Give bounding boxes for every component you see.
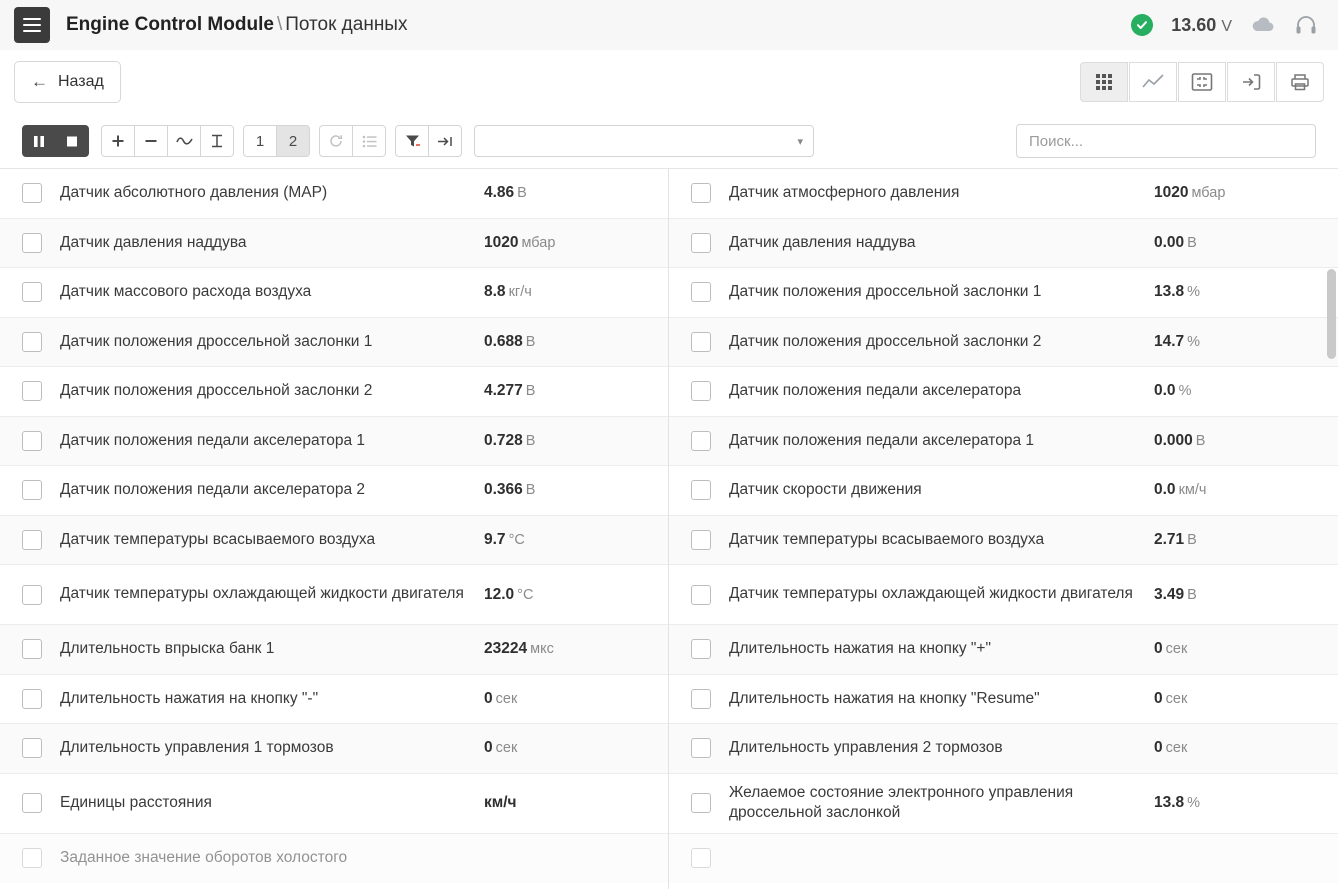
table-row[interactable]	[0, 417, 668, 467]
page-2-button[interactable]: 2	[276, 125, 310, 157]
table-row[interactable]	[669, 834, 1338, 884]
back-button-label: Назад	[58, 73, 104, 90]
parameter-name: Датчик температуры всасываемого воздуха	[60, 530, 376, 548]
row-checkbox[interactable]	[691, 431, 711, 451]
parameter-value	[1154, 283, 1326, 301]
table-row[interactable]	[0, 466, 668, 516]
row-checkbox[interactable]	[691, 183, 711, 203]
parameter-unit: В	[1195, 432, 1206, 449]
row-checkbox[interactable]	[22, 848, 42, 868]
parameter-unit: В	[525, 432, 536, 449]
parameter-name: Датчик абсолютного давления (MAP)	[60, 184, 328, 202]
refresh-list-group	[319, 125, 386, 157]
parameter-unit: мбар	[1191, 185, 1226, 202]
parameter-value-number: км/ч	[484, 794, 517, 811]
parameter-value	[484, 481, 656, 499]
parameter-value	[1154, 531, 1326, 549]
parameter-unit: В	[525, 482, 536, 499]
table-row[interactable]	[669, 219, 1338, 269]
parameter-unit: км/ч	[1178, 482, 1207, 499]
parameter-value	[484, 333, 656, 351]
table-row[interactable]	[669, 268, 1338, 318]
row-checkbox[interactable]	[22, 689, 42, 709]
view-mode-group	[1080, 62, 1324, 102]
parameter-unit: сек	[1165, 690, 1188, 707]
parameter-value	[1154, 481, 1326, 499]
row-checkbox[interactable]	[22, 381, 42, 401]
check-circle-icon	[1131, 14, 1153, 36]
row-checkbox[interactable]	[22, 480, 42, 500]
cloud-icon[interactable]	[1250, 15, 1276, 35]
parameter-unit: мбар	[521, 234, 556, 251]
parameter-value	[484, 184, 656, 202]
parameter-name: Датчик температуры охлаждающей жидкости двигателя	[729, 585, 1133, 603]
table-row[interactable]	[0, 724, 668, 774]
line-chart-icon[interactable]	[1129, 62, 1177, 102]
parameter-column-right	[669, 169, 1338, 889]
row-checkbox[interactable]	[691, 848, 711, 868]
parameter-value-number: 0	[1154, 739, 1163, 757]
parameter-unit: кг/ч	[508, 284, 532, 301]
table-row[interactable]	[669, 724, 1338, 774]
parameter-unit: В	[1187, 234, 1197, 251]
row-checkbox[interactable]	[691, 793, 711, 813]
playback-group	[22, 125, 89, 157]
table-row[interactable]	[0, 318, 668, 368]
parameter-unit: %	[1187, 795, 1201, 811]
page-title-separator: \	[276, 14, 283, 35]
search-input[interactable]	[1016, 124, 1316, 158]
parameter-unit: В	[1187, 531, 1197, 548]
row-checkbox[interactable]	[691, 332, 711, 352]
row-checkbox[interactable]	[691, 233, 711, 253]
table-row[interactable]	[669, 318, 1338, 368]
stop-button[interactable]	[55, 125, 89, 157]
title-bar	[0, 0, 1338, 50]
parameter-value-number: 1020	[1154, 184, 1189, 202]
list-button[interactable]	[352, 125, 386, 157]
parameter-name: Датчик положения педали акселератора 2	[60, 481, 365, 499]
parameter-name: Датчик давления наддува	[60, 233, 247, 251]
page-group	[243, 125, 310, 157]
refresh-button[interactable]	[319, 125, 353, 157]
collapse-button[interactable]	[428, 125, 462, 157]
parameter-value-number: 0.00	[1154, 233, 1185, 251]
parameter-value-number: 8.8	[484, 283, 506, 301]
parameter-value	[484, 739, 656, 757]
parameter-value-number: 14.7	[1154, 332, 1185, 350]
parameter-name: Заданное значение оборотов холостого	[60, 849, 348, 867]
parameter-name: Единицы расстояния	[60, 793, 212, 811]
parameter-value-number: 4.86	[484, 184, 515, 202]
voltage-readout	[1171, 15, 1232, 36]
parameter-value	[484, 794, 656, 812]
row-checkbox[interactable]	[691, 530, 711, 550]
parameter-name: Датчик положения дроссельной заслонки 2	[729, 332, 1042, 350]
parameter-value	[1154, 690, 1326, 708]
table-row[interactable]	[0, 219, 668, 269]
parameter-value-number: 1020	[484, 233, 519, 251]
table-row[interactable]	[669, 565, 1338, 625]
text-height-button[interactable]	[200, 125, 234, 157]
parameter-name: Датчик массового расхода воздуха	[60, 283, 312, 301]
table-row[interactable]	[669, 169, 1338, 219]
parameter-value-number: 3.49	[1154, 585, 1185, 603]
parameter-value	[484, 382, 656, 400]
wave-button[interactable]	[167, 125, 201, 157]
parameter-value-number: 13.8	[1154, 794, 1185, 811]
parameter-value-number: 0.0	[1154, 382, 1176, 400]
parameter-value-number: 13.8	[1154, 283, 1185, 301]
parameter-value-number: 0	[484, 739, 493, 757]
add-button[interactable]	[101, 125, 135, 157]
parameter-name: Датчик положения педали акселератора	[729, 382, 1022, 400]
table-row[interactable]	[0, 834, 668, 884]
parameter-unit: сек	[495, 740, 518, 757]
parameter-value-number: 23224	[484, 640, 528, 658]
table-row[interactable]	[669, 466, 1338, 516]
row-checkbox[interactable]	[691, 639, 711, 659]
data-stream-grid	[0, 168, 1338, 889]
arrow-left-icon: ←	[31, 72, 48, 91]
parameter-value-number: 0.728	[484, 431, 523, 449]
row-checkbox[interactable]	[22, 738, 42, 758]
parameter-value	[1154, 586, 1326, 604]
table-row[interactable]	[0, 169, 668, 219]
table-row[interactable]	[669, 675, 1338, 725]
row-checkbox[interactable]	[22, 639, 42, 659]
table-row[interactable]	[669, 367, 1338, 417]
row-checkbox[interactable]	[22, 332, 42, 352]
parameter-name: Датчик положения дроссельной заслонки 1	[60, 332, 373, 350]
parameter-value-number: 9.7	[484, 530, 506, 548]
parameter-unit: В	[525, 383, 536, 400]
vertical-scrollbar[interactable]	[1327, 169, 1336, 889]
table-row[interactable]	[0, 675, 668, 725]
row-checkbox[interactable]	[691, 689, 711, 709]
row-checkbox[interactable]	[22, 282, 42, 302]
row-checkbox[interactable]	[691, 738, 711, 758]
chevron-down-icon: ▾	[797, 135, 803, 148]
secondary-toolbar	[0, 50, 1338, 114]
parameter-value-number: 4.277	[484, 382, 523, 400]
parameter-value	[484, 531, 656, 549]
expand-icon[interactable]	[1178, 62, 1226, 102]
table-row[interactable]	[0, 774, 668, 834]
parameter-value	[484, 432, 656, 450]
table-row[interactable]	[0, 268, 668, 318]
parameter-name: Датчик давления наддува	[729, 233, 916, 251]
parameter-unit: В	[525, 333, 536, 350]
parameter-name: Длительность нажатия на кнопку "+"	[729, 640, 991, 658]
parameter-unit: сек	[1165, 641, 1188, 658]
filter-button[interactable]	[395, 125, 429, 157]
row-checkbox[interactable]	[22, 233, 42, 253]
parameter-name: Датчик температуры всасываемого воздуха	[729, 530, 1045, 548]
parameter-set-dropdown[interactable]	[474, 125, 814, 157]
parameter-name: Датчик положения дроссельной заслонки 2	[60, 382, 373, 400]
table-row[interactable]	[0, 367, 668, 417]
table-row[interactable]	[669, 516, 1338, 566]
parameter-unit: сек	[495, 690, 518, 707]
scrollbar-thumb[interactable]	[1327, 269, 1336, 359]
parameter-value-number: 0	[484, 689, 493, 707]
page-1-button[interactable]: 1	[243, 125, 277, 157]
row-checkbox[interactable]	[691, 282, 711, 302]
parameter-value	[1154, 333, 1326, 351]
parameter-name: Датчик скорости движения	[729, 481, 922, 499]
parameter-name: Датчик температуры охлаждающей жидкости двигателя	[60, 585, 464, 603]
parameter-value	[1154, 184, 1326, 202]
parameter-unit: %	[1178, 383, 1192, 400]
page-title-sub: Поток данных	[285, 14, 408, 35]
parameter-name: Длительность впрыска банк 1	[60, 640, 275, 658]
grid-columns	[0, 169, 1338, 889]
page-title	[66, 14, 407, 36]
save-arrow-icon[interactable]	[1227, 62, 1275, 102]
parameter-name: Датчик положения дроссельной заслонки 1	[729, 283, 1042, 301]
parameter-value	[1154, 234, 1326, 252]
row-checkbox[interactable]	[22, 183, 42, 203]
title-bar-right	[1131, 13, 1324, 37]
headset-icon[interactable]	[1294, 13, 1318, 37]
parameter-value	[484, 586, 656, 604]
row-checkbox[interactable]	[22, 431, 42, 451]
parameter-unit: %	[1187, 284, 1201, 301]
remove-button[interactable]	[134, 125, 168, 157]
table-row[interactable]	[0, 565, 668, 625]
parameter-name: Датчик атмосферного давления	[729, 184, 960, 202]
parameter-value-number: 0.000	[1154, 431, 1193, 449]
row-checkbox[interactable]	[691, 381, 711, 401]
row-checkbox[interactable]	[22, 585, 42, 605]
parameter-value	[484, 234, 656, 252]
row-checkbox[interactable]	[691, 480, 711, 500]
voltage-value: 13.60	[1171, 14, 1217, 35]
row-checkbox[interactable]	[22, 793, 42, 813]
parameter-value-number: 0.688	[484, 332, 523, 350]
parameter-value	[1154, 794, 1326, 812]
filter-group	[395, 125, 462, 157]
table-row[interactable]	[669, 417, 1338, 467]
back-button[interactable]	[14, 61, 121, 103]
page-title-main: Engine Control Module	[66, 14, 274, 35]
parameter-value	[1154, 640, 1326, 658]
pause-button[interactable]	[22, 125, 56, 157]
parameter-name: Желаемое состояние электронного управления дроссельной заслонкой	[729, 783, 1074, 821]
parameter-value	[1154, 432, 1326, 450]
parameter-value	[1154, 739, 1326, 757]
parameter-value-number: 0.0	[1154, 481, 1176, 499]
parameter-unit: В	[1187, 586, 1197, 603]
parameter-name: Длительность нажатия на кнопку "-"	[60, 689, 319, 707]
parameter-value	[484, 690, 656, 708]
parameter-value	[484, 640, 656, 658]
parameter-value	[484, 283, 656, 301]
parameter-unit: °C	[508, 531, 525, 548]
parameter-value	[1154, 382, 1326, 400]
parameter-name: Длительность управления 1 тормозов	[60, 739, 334, 757]
table-row[interactable]	[669, 774, 1338, 834]
parameter-value-number: 0	[1154, 640, 1163, 658]
printer-icon[interactable]	[1276, 62, 1324, 102]
voltage-unit: V	[1221, 17, 1232, 35]
parameter-value-number: 2.71	[1154, 530, 1185, 548]
parameter-unit: °C	[517, 586, 534, 603]
table-row[interactable]	[0, 516, 668, 566]
parameter-name: Датчик положения педали акселератора 1	[60, 431, 365, 449]
grid-view-button[interactable]	[1080, 62, 1128, 102]
parameter-name: Длительность управления 2 тормозов	[729, 739, 1003, 757]
parameter-unit: мкс	[530, 641, 554, 658]
parameter-value-number: 0	[1154, 689, 1163, 707]
parameter-value-number: 0.366	[484, 481, 523, 499]
search-container	[1016, 124, 1316, 158]
parameter-column-left	[0, 169, 669, 889]
zoom-group	[101, 125, 234, 157]
parameter-name: Датчик положения педали акселератора 1	[729, 431, 1034, 449]
parameter-name: Длительность нажатия на кнопку "Resume"	[729, 689, 1040, 707]
data-controls-toolbar	[0, 114, 1338, 168]
parameter-unit: сек	[1165, 740, 1188, 757]
row-checkbox[interactable]	[691, 585, 711, 605]
table-row[interactable]	[0, 625, 668, 675]
row-checkbox[interactable]	[22, 530, 42, 550]
parameter-unit: %	[1187, 333, 1201, 350]
hamburger-icon[interactable]	[14, 7, 50, 43]
parameter-unit: В	[517, 185, 527, 202]
parameter-value-number: 12.0	[484, 585, 515, 603]
table-row[interactable]	[669, 625, 1338, 675]
